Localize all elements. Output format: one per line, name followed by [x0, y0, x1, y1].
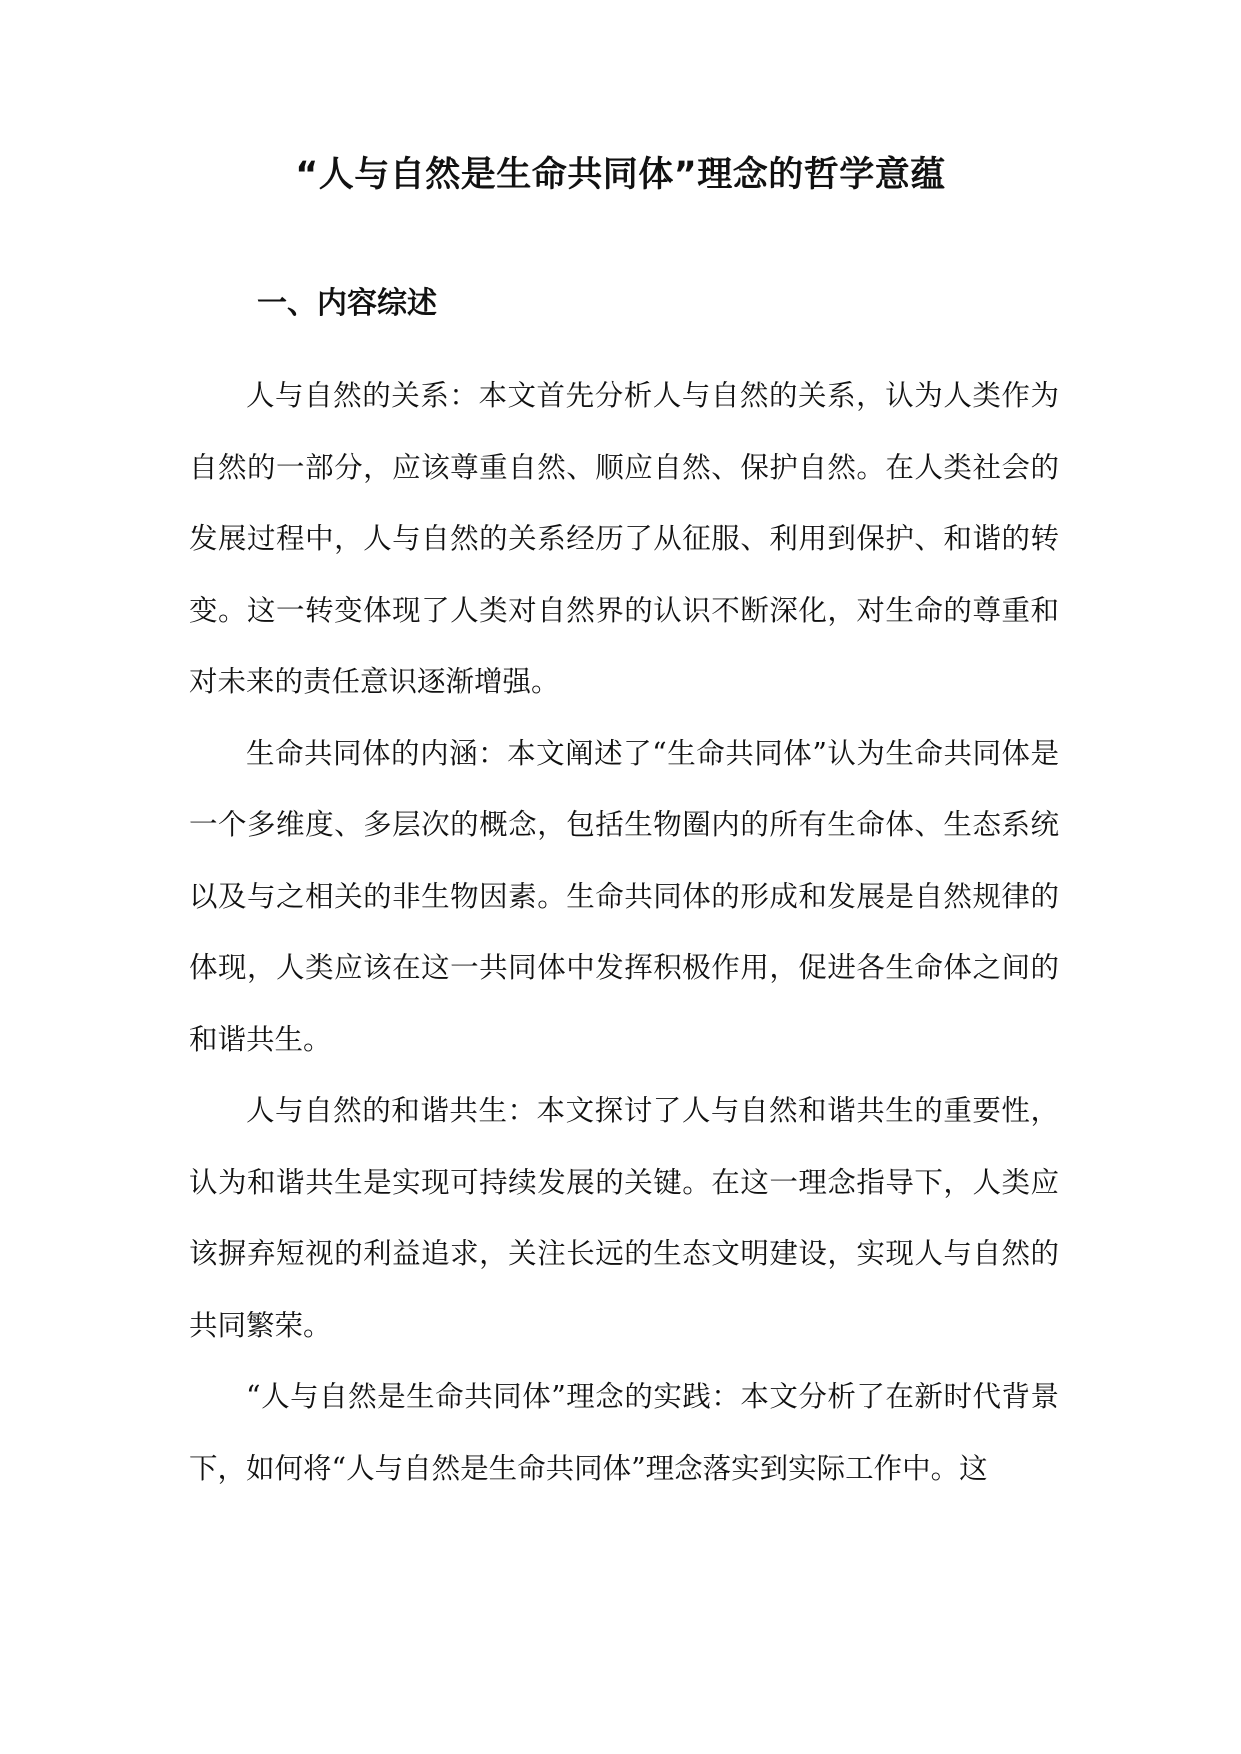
document-title: “人与自然是生命共同体”理念的哲学意蕴 [295, 155, 946, 195]
document-body [189, 360, 1059, 1504]
paragraph-harmony: 人与自然的和谐共生：本文探讨了人与自然和谐共生的重要性，认为和谐共生是实现可持续发展的关键。在这一理念指导下，人类应该摒弃短视的利益追求，关注长远的生态文明建设，实现人与自然的共同繁荣。 [189, 1094, 1059, 1342]
paragraph-practice: “人与自然是生命共同体”理念的实践：本文分析了在新时代背景下，如何将“人与自然是生命共同体”理念落实到实际工作中。这 [189, 1380, 1059, 1485]
section-heading: 一、内容综述 [257, 286, 437, 321]
paragraph-relationship: 人与自然的关系：本文首先分析人与自然的关系，认为人类作为自然的一部分，应该尊重自然、顺应自然、保护自然。在人类社会的发展过程中，人与自然的关系经历了从征服、利用到保护、和谐的转变。这一转变体现了人类对自然界的认识不断深化，对生命的尊重和对未来的责任意识逐渐增强。 [189, 379, 1059, 698]
paragraph-life-community: 生命共同体的内涵：本文阐述了“生命共同体”认为生命共同体是一个多维度、多层次的概念，包括生物圈内的所有生命体、生态系统以及与之相关的非生物因素。生命共同体的形成和发展是自然规律的体现，人类应该在这一共同体中发挥积极作用，促进各生命体之间的和谐共生。 [189, 736, 1059, 1056]
